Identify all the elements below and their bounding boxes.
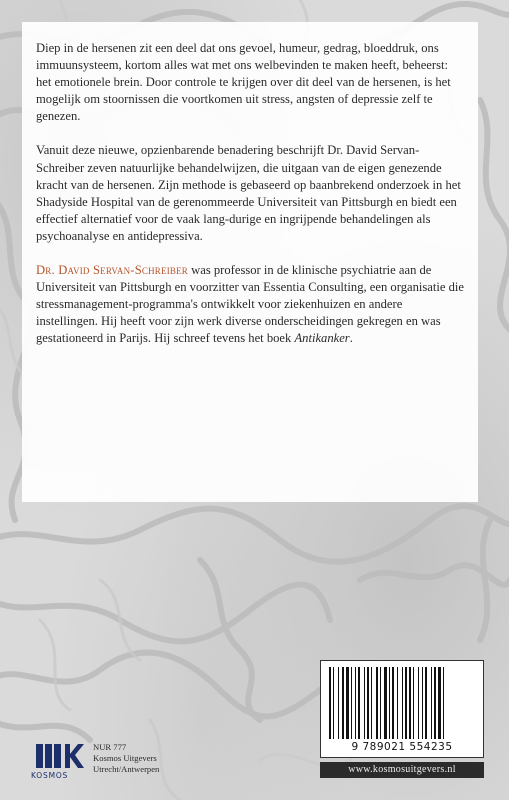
barcode <box>320 660 484 758</box>
website-url[interactable]: www.kosmosuitgevers.nl <box>320 762 484 778</box>
publisher-city: Utrecht/Antwerpen <box>93 764 160 774</box>
nur-code: NUR 777 <box>93 742 127 752</box>
author-bio-text: was professor in de klinische psychiatrie aan de Universiteit van Pittsburgh en voorzitter van Essentia Consulting, een organisatie die stressmanagement-programma's ontwikkelt voor ziekenhuizen en andere instellingen. Hij heeft voor zijn werk diverse onderscheidingen gekregen en was gestationeerd in Parijs. Hij schreef tevens het boek <box>36 263 464 346</box>
publisher-info <box>93 742 159 775</box>
blurb-paragraph-2: Vanuit deze nieuwe, opzienbarende benadering beschrijft Dr. David Servan-Schreiber zeven natuurlijke behandelwijzen, die uitgaan van de eigen genezende kracht van de hersenen. Zijn methode is gebaseerd op baanbrekend onderzoek in het Shadyside Hospital van de gerenommeerde Universiteit van Pittsburgh en biedt een effectief alternatief voor de vaak lang-durige en ingrijpende behandelingen als psychoanalyse en antidepressiva. <box>36 143 461 243</box>
book-title-antikanker: Antikanker <box>294 331 350 346</box>
author-bio-end: . <box>349 331 353 346</box>
logo-wordmark: KOSMOS <box>31 771 69 780</box>
author-name: Dr. David Servan-Schreiber <box>36 263 188 278</box>
publisher-name: Kosmos Uitgevers <box>93 753 157 763</box>
blurb-text <box>36 40 466 365</box>
author-bio <box>36 262 466 347</box>
isbn-number: 9 789021 554235 <box>351 741 453 753</box>
blurb-paragraph-1: Diep in de hersenen zit een deel dat ons gevoel, humeur, gedrag, bloeddruk, ons immuunsysteem, kortom alles wat met ons welbevinden te maken heeft, beheerst: het emotionele brein. Door controle te krijgen over dit deel van de hersenen, is het mogelijk om stoornissen die voortkomen uit stress, angsten of depressie zelf te genezen. <box>36 41 451 124</box>
